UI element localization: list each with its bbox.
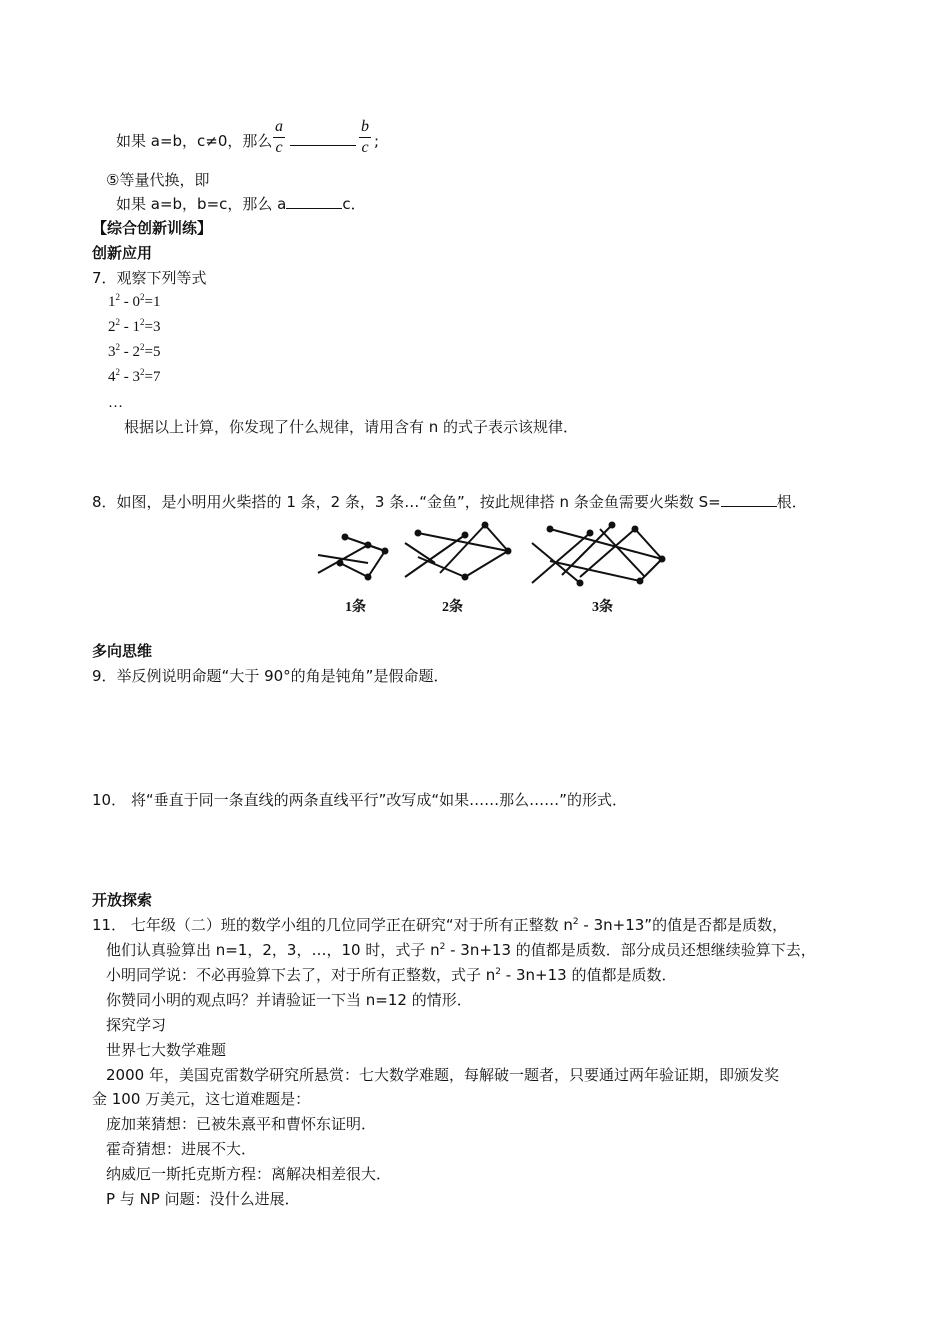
q8-text <box>92 492 807 512</box>
fraction-b-over-c <box>358 118 372 157</box>
section-comprehensive: 【综合创新训练】 <box>92 219 213 237</box>
section-innovation: 创新应用 <box>92 244 153 262</box>
problem-item-3: 纳威厄一斯托克斯方程：离解决相差很大． <box>106 1165 392 1183</box>
section-open-exploration: 开放探索 <box>92 891 153 909</box>
q11-line-3: 小明同学说：不必再验算下去了，对于所有正整数，式子 $n^2 - 3n+13$ 的值都是质数． <box>106 966 677 984</box>
fraction-a-over-c <box>272 118 286 157</box>
q11-line-4: 你赞同小明的观点吗？并请验证一下当 n=12 的情形． <box>106 991 472 1009</box>
fish-label-2: 2条 <box>442 600 463 615</box>
fraction-bar <box>273 137 285 138</box>
fraction-a-denominator: c <box>275 139 283 156</box>
q10-text: 10． 将“垂直于同一条直线的两条直线平行”改写成“如果……那么……”的形式． <box>92 791 627 809</box>
matchstick-fish-figure <box>300 515 680 595</box>
explore-paragraph-1: 2000 年，美国克雷数学研究所悬赏：七大数学难题，每解破一题者，只要通过两年验证期，即颁发奖 <box>106 1066 779 1084</box>
q8-prefix: 8．如图，是小明用火柴搭的 1 条，2 条，3 条…“金鱼”，按此规律搭 n 条金鱼需要火柴数 S= <box>92 493 721 511</box>
fish-3-drawing <box>532 523 665 586</box>
implication-1-text: 如果 a=b，c≠0，那么 <box>116 132 273 150</box>
q7-equation-4: $4^2 - 3^2=7$ <box>108 367 161 385</box>
explore-title: 世界七大数学难题 <box>106 1041 227 1059</box>
fraction-b-denominator: c <box>361 139 369 156</box>
fish-label-3: 3条 <box>592 600 613 615</box>
answer-blank-s[interactable] <box>721 492 777 507</box>
implication-line-1 <box>116 131 272 151</box>
q7-title: 7．观察下列等式 <box>92 269 207 287</box>
q11-line-1: 11． 七年级（二）班的数学小组的几位同学正在研究“对于所有正整数 $n^2 - 3n+13$”的值是否都是质数， <box>92 916 788 934</box>
q8-suffix: 根． <box>776 493 807 511</box>
fish-2-drawing <box>405 523 511 580</box>
q7-equation-2: $2^2 - 1^2=3$ <box>108 317 161 335</box>
q7-ellipsis: … <box>108 395 123 411</box>
fraction-b-numerator: b <box>361 118 369 135</box>
q11-line-2: 他们认真验算出 n=1，2，3，…，10 时，式子 $n^2 - 3n+13$ 的值都是质数．部分成员还想继续验算下去， <box>106 941 816 959</box>
answer-blank-1[interactable] <box>290 131 356 151</box>
section-multi-thinking: 多向思维 <box>92 642 153 660</box>
q7-equation-1: $1^2 - 0^2=1$ <box>108 292 161 310</box>
implication-2-suffix: c． <box>342 195 366 213</box>
answer-blank-2[interactable] <box>286 194 342 209</box>
explore-heading: 探究学习 <box>106 1016 167 1034</box>
implication-line-2 <box>116 194 366 214</box>
implication-2-text: 如果 a=b，b=c，那么 a <box>116 195 287 213</box>
problem-item-1: 庞加莱猜想：已被朱熹平和曹怀东证明． <box>106 1115 377 1133</box>
q7-equation-3: $3^2 - 2^2=5$ <box>108 342 161 360</box>
equal-substitution: ⑤等量代换，即 <box>106 171 210 189</box>
semicolon: ; <box>374 132 380 150</box>
fish-1-drawing <box>318 535 388 580</box>
fish-label-1: 1条 <box>345 600 366 615</box>
fraction-a-numerator: a <box>275 118 283 135</box>
fraction-bar <box>359 137 371 138</box>
q9-text: 9．举反例说明命题“大于 90°的角是钝角”是假命题． <box>92 667 449 685</box>
explore-paragraph-2: 金 100 万美元，这七道难题是： <box>92 1090 311 1108</box>
problem-item-2: 霍奇猜想：进展不大． <box>106 1140 257 1158</box>
problem-item-4: P 与 NP 问题：没什么进展． <box>106 1190 300 1208</box>
q7-question: 根据以上计算，你发现了什么规律，请用含有 n 的式子表示该规律． <box>124 418 579 436</box>
